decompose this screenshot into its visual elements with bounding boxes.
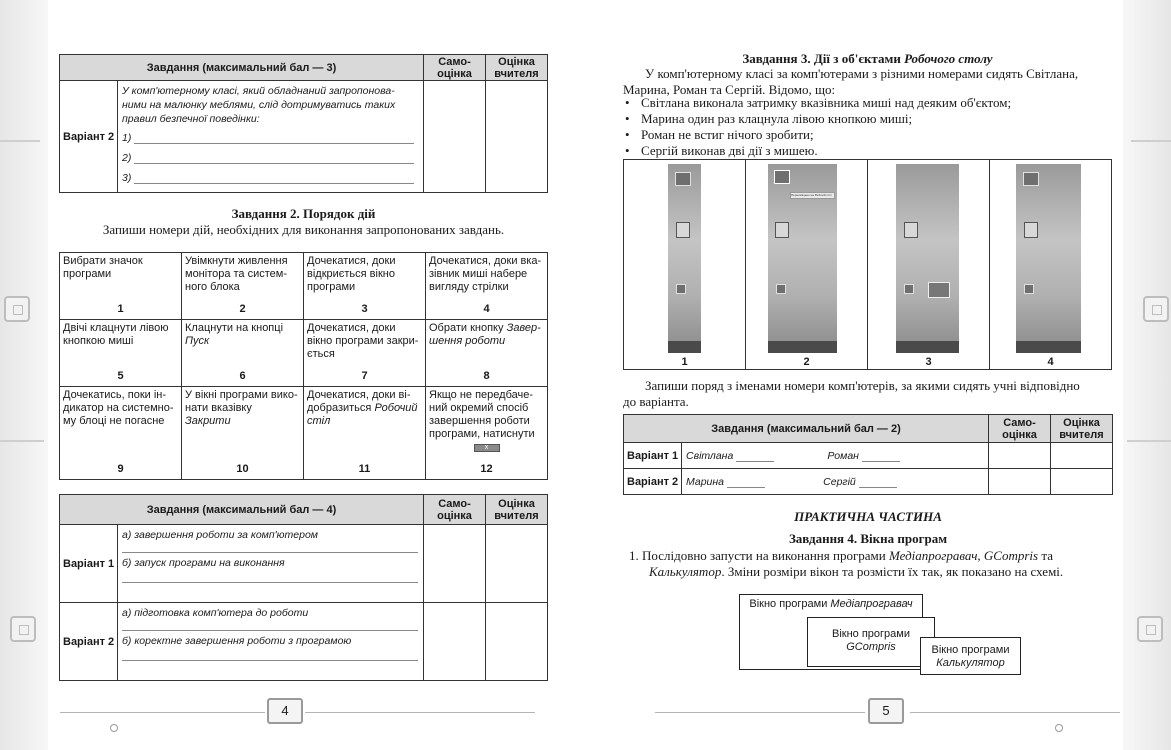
step-number: 12 xyxy=(480,463,493,475)
teacher-assessment-cell xyxy=(486,81,548,193)
page-number: 5 xyxy=(868,698,904,724)
step-number: 7 xyxy=(361,370,368,382)
variant2-item-b: б) коректне завершення роботи з програмою xyxy=(122,635,352,647)
answer-line[interactable] xyxy=(122,621,418,631)
task1-prompt-line: ними на малюнку меблями, слід дотримуватись таких xyxy=(122,99,396,111)
task-header: Завдання (максимальний бал — 2) xyxy=(624,415,989,443)
computer-icon xyxy=(774,170,790,184)
step-cell: Клацнути на кнопці Пуск 6 xyxy=(182,320,304,387)
screenshot-cell xyxy=(868,160,990,370)
variant2-item-a: а) підготовка комп'ютера до роботи xyxy=(122,607,309,619)
step-number: 10 xyxy=(236,463,249,475)
page-number: 4 xyxy=(267,698,303,724)
step-number: 2 xyxy=(239,303,246,315)
shortcut-icon xyxy=(776,284,786,294)
student-name: Світлана xyxy=(686,449,734,462)
desktop-image xyxy=(668,164,701,353)
variant2-label: Варіант 2 xyxy=(624,469,682,495)
step-cell: У вікні програми вико-нати вказівку Закрити 10 xyxy=(182,387,304,480)
blank-label: 2) xyxy=(122,152,132,164)
step-cell: Обрати кнопку Завер-шення роботи 8 xyxy=(426,320,548,387)
task-header: Завдання (максимальний бал — 4) xyxy=(60,495,424,525)
screenshot-number: 1 xyxy=(681,356,688,368)
taskbar xyxy=(896,341,959,353)
task3-intro: У комп'ютерному класі за комп'ютерами з різними номерами сидять Світлана, Марина, Роман та Сергій. Відомо, що: xyxy=(623,66,1079,97)
step-cell: Дочекатися, доки ві-добразиться Робочий стіл 11 xyxy=(304,387,426,480)
teacher-assessment-header: Оцінка вчителя xyxy=(486,55,548,81)
variant2-answers xyxy=(682,469,989,495)
step-number: 1 xyxy=(117,303,124,315)
shortcut-icon xyxy=(1024,284,1034,294)
blank-label: 1) xyxy=(122,132,132,144)
answer-line[interactable] xyxy=(122,543,418,553)
computer-icon xyxy=(1023,172,1039,186)
step-cell: Дочекатися, доки відкриється вікно програми 3 xyxy=(304,253,426,320)
right-page xyxy=(585,0,1171,750)
step-number: 5 xyxy=(117,370,124,382)
fact-item: • Сергій виконав дві дії з мишею. xyxy=(623,143,1115,159)
teacher-assessment-cell xyxy=(486,603,548,681)
desktop-screenshots xyxy=(623,159,1112,370)
taskbar xyxy=(768,341,837,353)
task-header: Завдання (максимальний бал — 3) xyxy=(60,55,424,81)
teacher-assessment-cell xyxy=(1051,443,1113,469)
desktop-image xyxy=(1016,164,1081,353)
task1-prompt-line: правил безпечної поведінки: xyxy=(122,113,260,125)
tooltip: Пересміщено на Ребочій стіл xyxy=(790,192,835,199)
fact-item: • Світлана виконала затримку вказівника миші над деяким об'єктом; xyxy=(623,95,1115,111)
variant2-content xyxy=(118,603,424,681)
task4-title: Завдання 4. Вікна програм xyxy=(788,531,948,546)
recycle-bin-icon xyxy=(1024,222,1038,238)
media-player-window: Вікно програми Медіапрогравач xyxy=(739,594,923,670)
task1-prompt-line: У комп'ютерному класі, який обладнаний запропонова- xyxy=(122,85,395,97)
practical-section-title: ПРАКТИЧНА ЧАСТИНА xyxy=(794,509,942,524)
step-number: 6 xyxy=(239,370,246,382)
screenshot-cell xyxy=(624,160,746,370)
step-cell: Дочекатись, поки ін-дикатор на системно-му блоці не погасне 9 xyxy=(60,387,182,480)
self-assessment-header: Само- оцінка xyxy=(424,55,486,81)
screenshot-cell xyxy=(990,160,1112,370)
variant1-answers xyxy=(682,443,989,469)
shortcut-icon xyxy=(904,284,914,294)
task1-assessment-table xyxy=(59,54,548,193)
recycle-bin-icon xyxy=(676,222,690,238)
teacher-assessment-cell xyxy=(486,525,548,603)
answer-line[interactable] xyxy=(134,174,414,184)
task4-item: 1. Послідовно запусти на виконання програми Медіапрогравач, GCompris та Калькулятор. Зміни розміри вікон та розмісти їх так, як показано на схемі. xyxy=(629,548,1064,579)
variant2-label: Варіант 2 xyxy=(60,603,118,681)
blank-label: 3) xyxy=(122,172,132,184)
variant1-label: Варіант 1 xyxy=(624,443,682,469)
computer-icon xyxy=(675,172,691,186)
footer-dot xyxy=(1055,724,1063,732)
variant1-item-a: а) завершення роботи за комп'ютером xyxy=(122,529,319,541)
taskbar xyxy=(1016,341,1081,353)
variant1-label: Варіант 1 xyxy=(60,525,118,603)
teacher-assessment-cell xyxy=(1051,469,1113,495)
self-assessment-header: Само- оцінка xyxy=(424,495,486,525)
step-number: 8 xyxy=(483,370,490,382)
answer-line[interactable] xyxy=(122,573,418,583)
step-cell: Якщо не передбаче-ний окремий спосіб завершення роботи програми, натиснути x 12 xyxy=(426,387,548,480)
answer-line[interactable] xyxy=(727,478,765,488)
screenshot-number: 3 xyxy=(925,356,932,368)
dragged-computer-icon xyxy=(928,282,950,298)
step-number: 11 xyxy=(358,463,371,475)
task3-title: Завдання 3. Дії з об'єктами Робочого столу xyxy=(742,51,993,66)
answer-line[interactable] xyxy=(122,651,418,661)
step-cell: Дочекатися, доки вка-зівник миші набере вигляду стрілки 4 xyxy=(426,253,548,320)
self-assessment-cell[interactable] xyxy=(424,81,486,193)
variant-label: Варіант 2 xyxy=(60,81,118,193)
answer-line[interactable] xyxy=(134,154,414,164)
footer-line xyxy=(60,712,265,713)
screenshot-cell xyxy=(746,160,868,370)
desktop-image xyxy=(896,164,959,353)
task3-facts-list xyxy=(623,95,1115,159)
steps-grid xyxy=(59,252,548,480)
task1-content xyxy=(118,81,424,193)
step-number: 3 xyxy=(361,303,368,315)
self-assessment-cell[interactable] xyxy=(989,443,1051,469)
step-number: 9 xyxy=(117,463,124,475)
fact-item: • Роман не встиг нічого зробити; xyxy=(623,127,1115,143)
answer-line[interactable] xyxy=(862,452,900,462)
shortcut-icon xyxy=(676,284,686,294)
self-assessment-cell[interactable] xyxy=(989,469,1051,495)
self-assessment-header: Само- оцінка xyxy=(989,415,1051,443)
step-cell: Дочекатися, доки вікно програми закри-ється 7 xyxy=(304,320,426,387)
recycle-bin-icon xyxy=(775,222,789,238)
recycle-bin-icon xyxy=(904,222,918,238)
task2-assessment-table xyxy=(59,494,548,681)
answer-line[interactable] xyxy=(736,452,774,462)
teacher-assessment-header: Оцінка вчителя xyxy=(1051,415,1113,443)
student-name: Роман xyxy=(827,449,859,462)
teacher-assessment-header: Оцінка вчителя xyxy=(486,495,548,525)
student-name: Сергій xyxy=(823,475,856,488)
task2-instruction: Запиши номери дій, необхідних для виконання запропонованих завдань. xyxy=(102,222,505,237)
step-cell: Вибрати значок програми 1 xyxy=(60,253,182,320)
item-number: 1. xyxy=(629,548,639,563)
student-name: Марина xyxy=(686,475,725,488)
screenshot-number: 2 xyxy=(803,356,810,368)
step-number: 4 xyxy=(483,303,490,315)
task3-instruction: Запиши поряд з іменами номери комп'ютерів, за якими сидять учні відповідно до варіанта. xyxy=(623,378,1080,409)
step-cell: Двічі клацнути лівою кнопкою миші 5 xyxy=(60,320,182,387)
screenshot-number: 4 xyxy=(1047,356,1054,368)
answer-line[interactable] xyxy=(859,478,897,488)
task3-assessment-table xyxy=(623,414,1113,495)
calculator-window: Вікно програми Калькулятор xyxy=(920,637,1021,675)
close-button-icon: x xyxy=(474,444,500,452)
answer-line[interactable] xyxy=(134,134,414,144)
variant1-content xyxy=(118,525,424,603)
left-page xyxy=(0,0,585,750)
task2-title: Завдання 2. Порядок дій xyxy=(231,206,376,221)
desktop-image xyxy=(768,164,837,353)
variant1-item-b: б) запуск програми на виконання xyxy=(122,557,285,569)
self-assessment-cell[interactable] xyxy=(424,603,486,681)
gcompris-window: Вікно програми GCompris xyxy=(807,617,935,667)
step-cell: Увімкнути живлення монітора та систем-ного блока 2 xyxy=(182,253,304,320)
taskbar xyxy=(668,341,701,353)
footer-line xyxy=(655,712,865,713)
self-assessment-cell[interactable] xyxy=(424,525,486,603)
footer-line xyxy=(305,712,535,713)
footer-line xyxy=(910,712,1120,713)
footer-dot xyxy=(110,724,118,732)
fact-item: • Марина один раз клацнула лівою кнопкою миші; xyxy=(623,111,1115,127)
